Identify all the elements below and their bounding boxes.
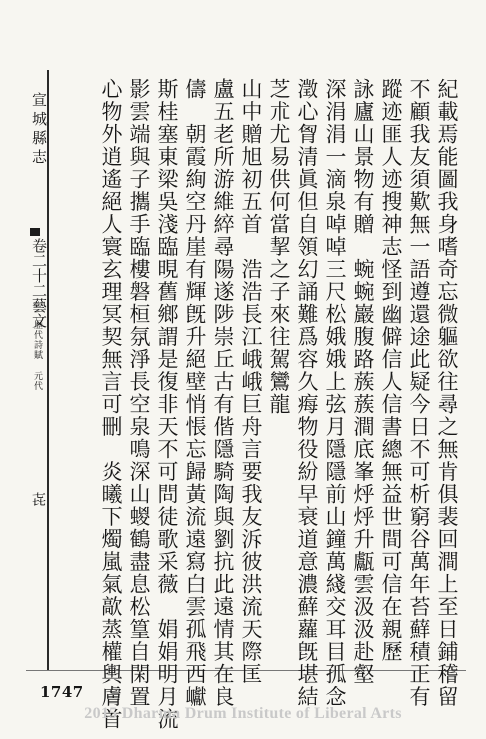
- text-column-6: 澂心胷清眞但自領幻誦難爲容久痗物役紛早衰道意濃蘚蘿旣堪結: [295, 78, 319, 708]
- text-column-3: 蹤迹匪人迹搜神志怪到幽僻信人信書總無益世間可信在親歷: [379, 78, 403, 663]
- text-column-4: 詠廬山景物有贈 蜿蜿巖腹路蔟蔟澗底峯烀烀升甗雲汲汲赴壑: [351, 78, 375, 686]
- text-column-5: 深涓涓一滴泉啅啅三尺松娥娥上弦月隱隱前山鐘萬綫交耳目孤念: [323, 78, 347, 708]
- margin-book-title: 宣城縣志: [30, 92, 48, 168]
- fish-tail-marker: [30, 228, 40, 236]
- text-column-9: 盧五老所游維綷尋陽遂陟崇丘古有偕隱騎陶與劉抗此遠情其在良: [211, 78, 235, 708]
- text-column-11: 斯桂塞東梁吳淺臨晛舊鄉謂是復非天不可問徒歌采薇 娟娟明月流: [155, 78, 179, 731]
- margin-page-marker: 㐂: [30, 492, 46, 506]
- page-number: 1747: [40, 683, 84, 701]
- text-column-8: 山中贈旭初五首 浩浩長江峨峨巨舟言要我友泝彼洪流天際匡: [239, 78, 263, 686]
- margin-subsection: 歷代詩賦 元代: [32, 320, 42, 391]
- watermark-text: 2015 Dharma Drum Institute of Liberal Arts: [84, 705, 402, 722]
- text-column-10: 儔 朝霞絢空丹崖有輝旣升絕壁悄悵忘歸黃流遠寫白雲孤飛西巘: [183, 78, 207, 708]
- text-column-2: 不顧我友須歎無一語遵還途此疑今日不可析窮谷萬年苔蘚積正有: [407, 78, 431, 708]
- text-column-12: 影雲端與子攜手臨樓磐桓氛淨長空泉鳴深山蝬鶴盡息松篁自閑置: [127, 78, 151, 708]
- text-column-7: 芝朮尤易供何當挈之子來往駕鸞龍: [267, 78, 291, 416]
- margin-section-title: 卷二十二藝文: [30, 238, 48, 328]
- text-column-1: 紀載焉能圖我身嗜奇忘微軀欲往尋之無肯俱裴回澗上至日鋪稽留: [435, 78, 459, 708]
- text-column-13: 心物外逍遙絕人寰玄理冥契無言可刪 炎曦下燭嵐氣歊蒸權輿膚首: [99, 78, 123, 731]
